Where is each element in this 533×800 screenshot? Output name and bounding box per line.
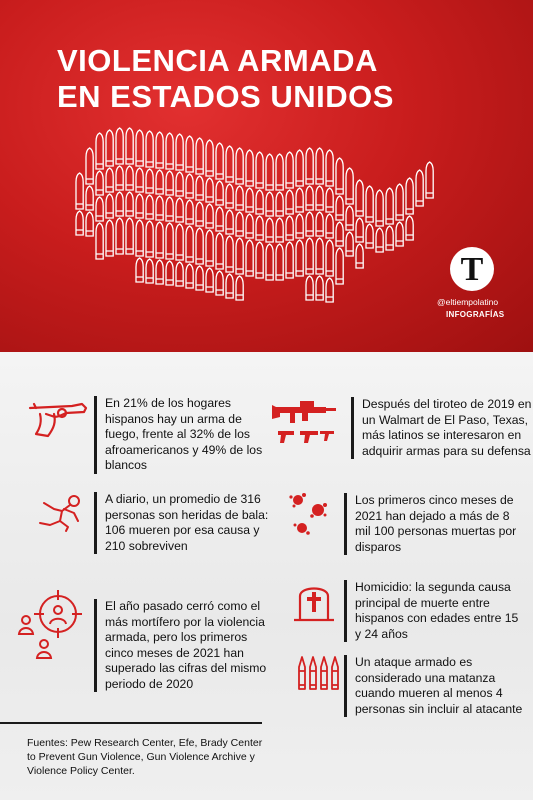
bullet-shape: [216, 143, 223, 179]
bullet-shape: [206, 230, 213, 266]
bullet-shape: [96, 197, 103, 221]
bullet-shape: [356, 218, 363, 242]
bullet-shape: [276, 244, 283, 280]
bullet-shape: [76, 173, 83, 209]
bullet-shape: [366, 186, 373, 222]
bullet-shape: [96, 223, 103, 259]
bullet-shape: [256, 152, 263, 188]
bullet-shape: [116, 128, 123, 164]
bullet-shape: [136, 258, 143, 282]
bullet-shape: [306, 238, 313, 274]
tombstone-icon: [292, 580, 336, 624]
bullet-shape: [266, 244, 273, 280]
bullet-shape: [166, 197, 173, 221]
bullet-shape: [286, 190, 293, 214]
page-title-line-2: EN ESTADOS UNIDOS: [57, 79, 394, 114]
sources-text: Fuentes: Pew Research Center, Efe, Brady Center to Prevent Gun Violence, Gun Violence Archive y Violence Policy Center.: [27, 737, 263, 777]
bullet-shape: [246, 188, 253, 212]
bullet-shape: [186, 226, 193, 262]
bullet-shape: [306, 276, 313, 300]
bullet-shape: [186, 136, 193, 172]
bullet-shape: [326, 278, 333, 302]
bullet-shape: [336, 248, 343, 284]
bullet-shape: [286, 152, 293, 188]
bullet-shape: [196, 228, 203, 264]
bullet-shape: [316, 148, 323, 184]
bullet-shape: [116, 218, 123, 254]
bullet-shape: [306, 212, 313, 236]
bullet-shape: [216, 181, 223, 205]
section-label: INFOGRAFÍAS: [446, 310, 505, 319]
bullet-shape: [156, 170, 163, 194]
bullet-shape: [326, 240, 333, 276]
bullet-shape: [386, 226, 393, 250]
bullet-shape: [256, 190, 263, 214]
bullet-shape: [166, 223, 173, 259]
bullet-shape: [396, 184, 403, 220]
bullet-shape: [146, 195, 153, 219]
fact-hispanic-households: En 21% de los hogares hispanos hay un arma de fuego, frente al 32% de los afroamericanos y 49% de los blancos: [94, 396, 270, 474]
bullet-shape: [176, 172, 183, 196]
bullet-shape: [206, 178, 213, 202]
bullet-shape: [216, 233, 223, 269]
bullet-shape: [236, 186, 243, 210]
bullet-shape: [296, 188, 303, 212]
bullet-shape: [276, 154, 283, 190]
bullet-shape: [336, 158, 343, 194]
bullet-shape: [126, 192, 133, 216]
bullet-shape: [416, 170, 423, 206]
bullet-shape: [306, 148, 313, 184]
bullet-shape: [296, 240, 303, 276]
fact-mass-shooting-definition: Un ataque armado es considerado una matanza cuando mueren al menos 4 personas sin incluir al atacante: [344, 655, 527, 717]
bullet-shape: [106, 220, 113, 256]
bullet-shape: [126, 166, 133, 190]
bullet-shape: [326, 188, 333, 212]
bullet-shape: [96, 171, 103, 195]
bullet-shape: [206, 204, 213, 228]
bullet-shape: [226, 184, 233, 208]
bullet-shape: [286, 216, 293, 240]
bullet-shape: [196, 176, 203, 200]
bullet-shape: [146, 259, 153, 283]
bullet-shape: [226, 274, 233, 298]
bullet-shape: [176, 134, 183, 170]
el-tiempo-logo: T: [450, 247, 494, 291]
bullet-shape: [206, 268, 213, 292]
bullet-shape: [156, 222, 163, 258]
bullet-shape: [186, 174, 193, 198]
bullet-shape: [316, 276, 323, 300]
bullet-shape: [76, 211, 83, 235]
bullet-shape: [386, 188, 393, 224]
bullet-shape: [296, 150, 303, 186]
bullet-shape: [346, 232, 353, 256]
chalk-outline-icon: [34, 493, 86, 533]
bullet-shape: [236, 276, 243, 300]
bullet-shape: [266, 154, 273, 190]
bullet-shape: [86, 148, 93, 184]
bullet-shape: [106, 130, 113, 166]
bullet-shape: [126, 218, 133, 254]
bullet-shape: [146, 131, 153, 167]
bullet-shape: [226, 210, 233, 234]
bullet-shape: [296, 214, 303, 238]
bullet-shape: [246, 214, 253, 238]
bullet-shape: [226, 146, 233, 182]
blood-drops-icon: [282, 488, 332, 542]
bullet-shape: [376, 190, 383, 226]
bullet-shape: [196, 138, 203, 174]
bullet-shape: [236, 238, 243, 274]
bullet-shape: [146, 221, 153, 257]
bullet-shape: [336, 196, 343, 220]
bullet-shape: [136, 130, 143, 166]
bullet-shape: [406, 178, 413, 214]
bullet-shape: [316, 186, 323, 210]
bullet-shape: [136, 168, 143, 192]
bullet-shape: [346, 168, 353, 204]
bullet-shape: [196, 202, 203, 226]
bullet-shape: [256, 242, 263, 278]
bullet-shape: [396, 222, 403, 246]
bullet-shape: [156, 132, 163, 168]
bullet-shape: [326, 150, 333, 186]
fact-el-paso: Después del tiroteo de 2019 en un Walmart de El Paso, Texas, más latinos se interesaron en adquirir armas para su defensa: [351, 397, 533, 459]
page-title-line-1: VIOLENCIA ARMADA: [57, 43, 378, 78]
fact-homicide-cause: Homicidio: la segunda causa principal de muerte entre hispanos con edades entre 15 y 24 años: [344, 580, 527, 642]
bullet-shape: [256, 216, 263, 240]
fact-2021-deaths: Los primeros cinco meses de 2021 han dejado a más de 8 mil 100 personas muertas por disparos: [344, 493, 527, 555]
bullet-shape: [176, 224, 183, 260]
bullet-shape: [216, 271, 223, 295]
rifle-and-pistols-icon: [272, 397, 338, 451]
bullet-shape: [196, 266, 203, 290]
bullets-icon: [296, 653, 340, 691]
bullet-shape: [246, 150, 253, 186]
header-section: [0, 0, 533, 352]
bullet-shape: [276, 192, 283, 216]
bullet-shape: [336, 222, 343, 246]
bullet-shape: [356, 244, 363, 268]
bullet-shape: [166, 133, 173, 169]
bullet-shape: [126, 128, 133, 164]
bullet-shape: [246, 240, 253, 276]
bullet-shape: [146, 169, 153, 193]
bullet-shape: [166, 261, 173, 285]
bullet-shape: [106, 168, 113, 192]
fact-deadliest-year: El año pasado cerró como el más mortífero por la violencia armada, pero los primeros cinco meses de 2021 han superado las cifras del mismo periodo de 2020: [94, 599, 270, 692]
bullet-shape: [316, 212, 323, 236]
bullet-shape: [356, 180, 363, 216]
bullet-shape: [216, 207, 223, 231]
bullet-shape: [116, 192, 123, 216]
bullet-shape: [206, 140, 213, 176]
bullet-shape: [96, 133, 103, 169]
bullet-shape: [316, 238, 323, 274]
bullet-shape: [86, 212, 93, 236]
bullet-shape: [176, 198, 183, 222]
bullet-shape: [166, 171, 173, 195]
revolver-icon: [26, 398, 92, 438]
social-handle: @eltiempolatino: [437, 297, 499, 307]
bullet-shape: [106, 194, 113, 218]
sources-divider: [0, 722, 262, 724]
bullet-shape: [426, 162, 433, 198]
bullet-shape: [176, 262, 183, 286]
bullet-shape: [186, 200, 193, 224]
bullet-shape: [156, 196, 163, 220]
bullet-shape: [236, 148, 243, 184]
bullet-shape: [236, 212, 243, 236]
bullet-shape: [86, 186, 93, 210]
bullet-shape: [306, 186, 313, 210]
fact-daily-wounded: A diario, un promedio de 316 personas son heridas de bala: 106 mueren por esa causa y 210 sobreviven: [94, 492, 270, 554]
bullet-shape: [116, 166, 123, 190]
bullet-shape: [156, 260, 163, 284]
bullet-shape: [326, 214, 333, 238]
bullet-shape: [136, 194, 143, 218]
bullet-shape: [266, 192, 273, 216]
bullet-shape: [406, 216, 413, 240]
bullet-shape: [266, 218, 273, 242]
bullet-shape: [276, 218, 283, 242]
bullet-shape: [226, 236, 233, 272]
target-people-icon: [14, 584, 88, 660]
bullet-shape: [286, 242, 293, 278]
bullet-shape: [376, 228, 383, 252]
bullet-shape: [136, 220, 143, 256]
bullet-shape: [186, 264, 193, 288]
bullet-shape: [366, 224, 373, 248]
bullet-shape: [346, 206, 353, 230]
